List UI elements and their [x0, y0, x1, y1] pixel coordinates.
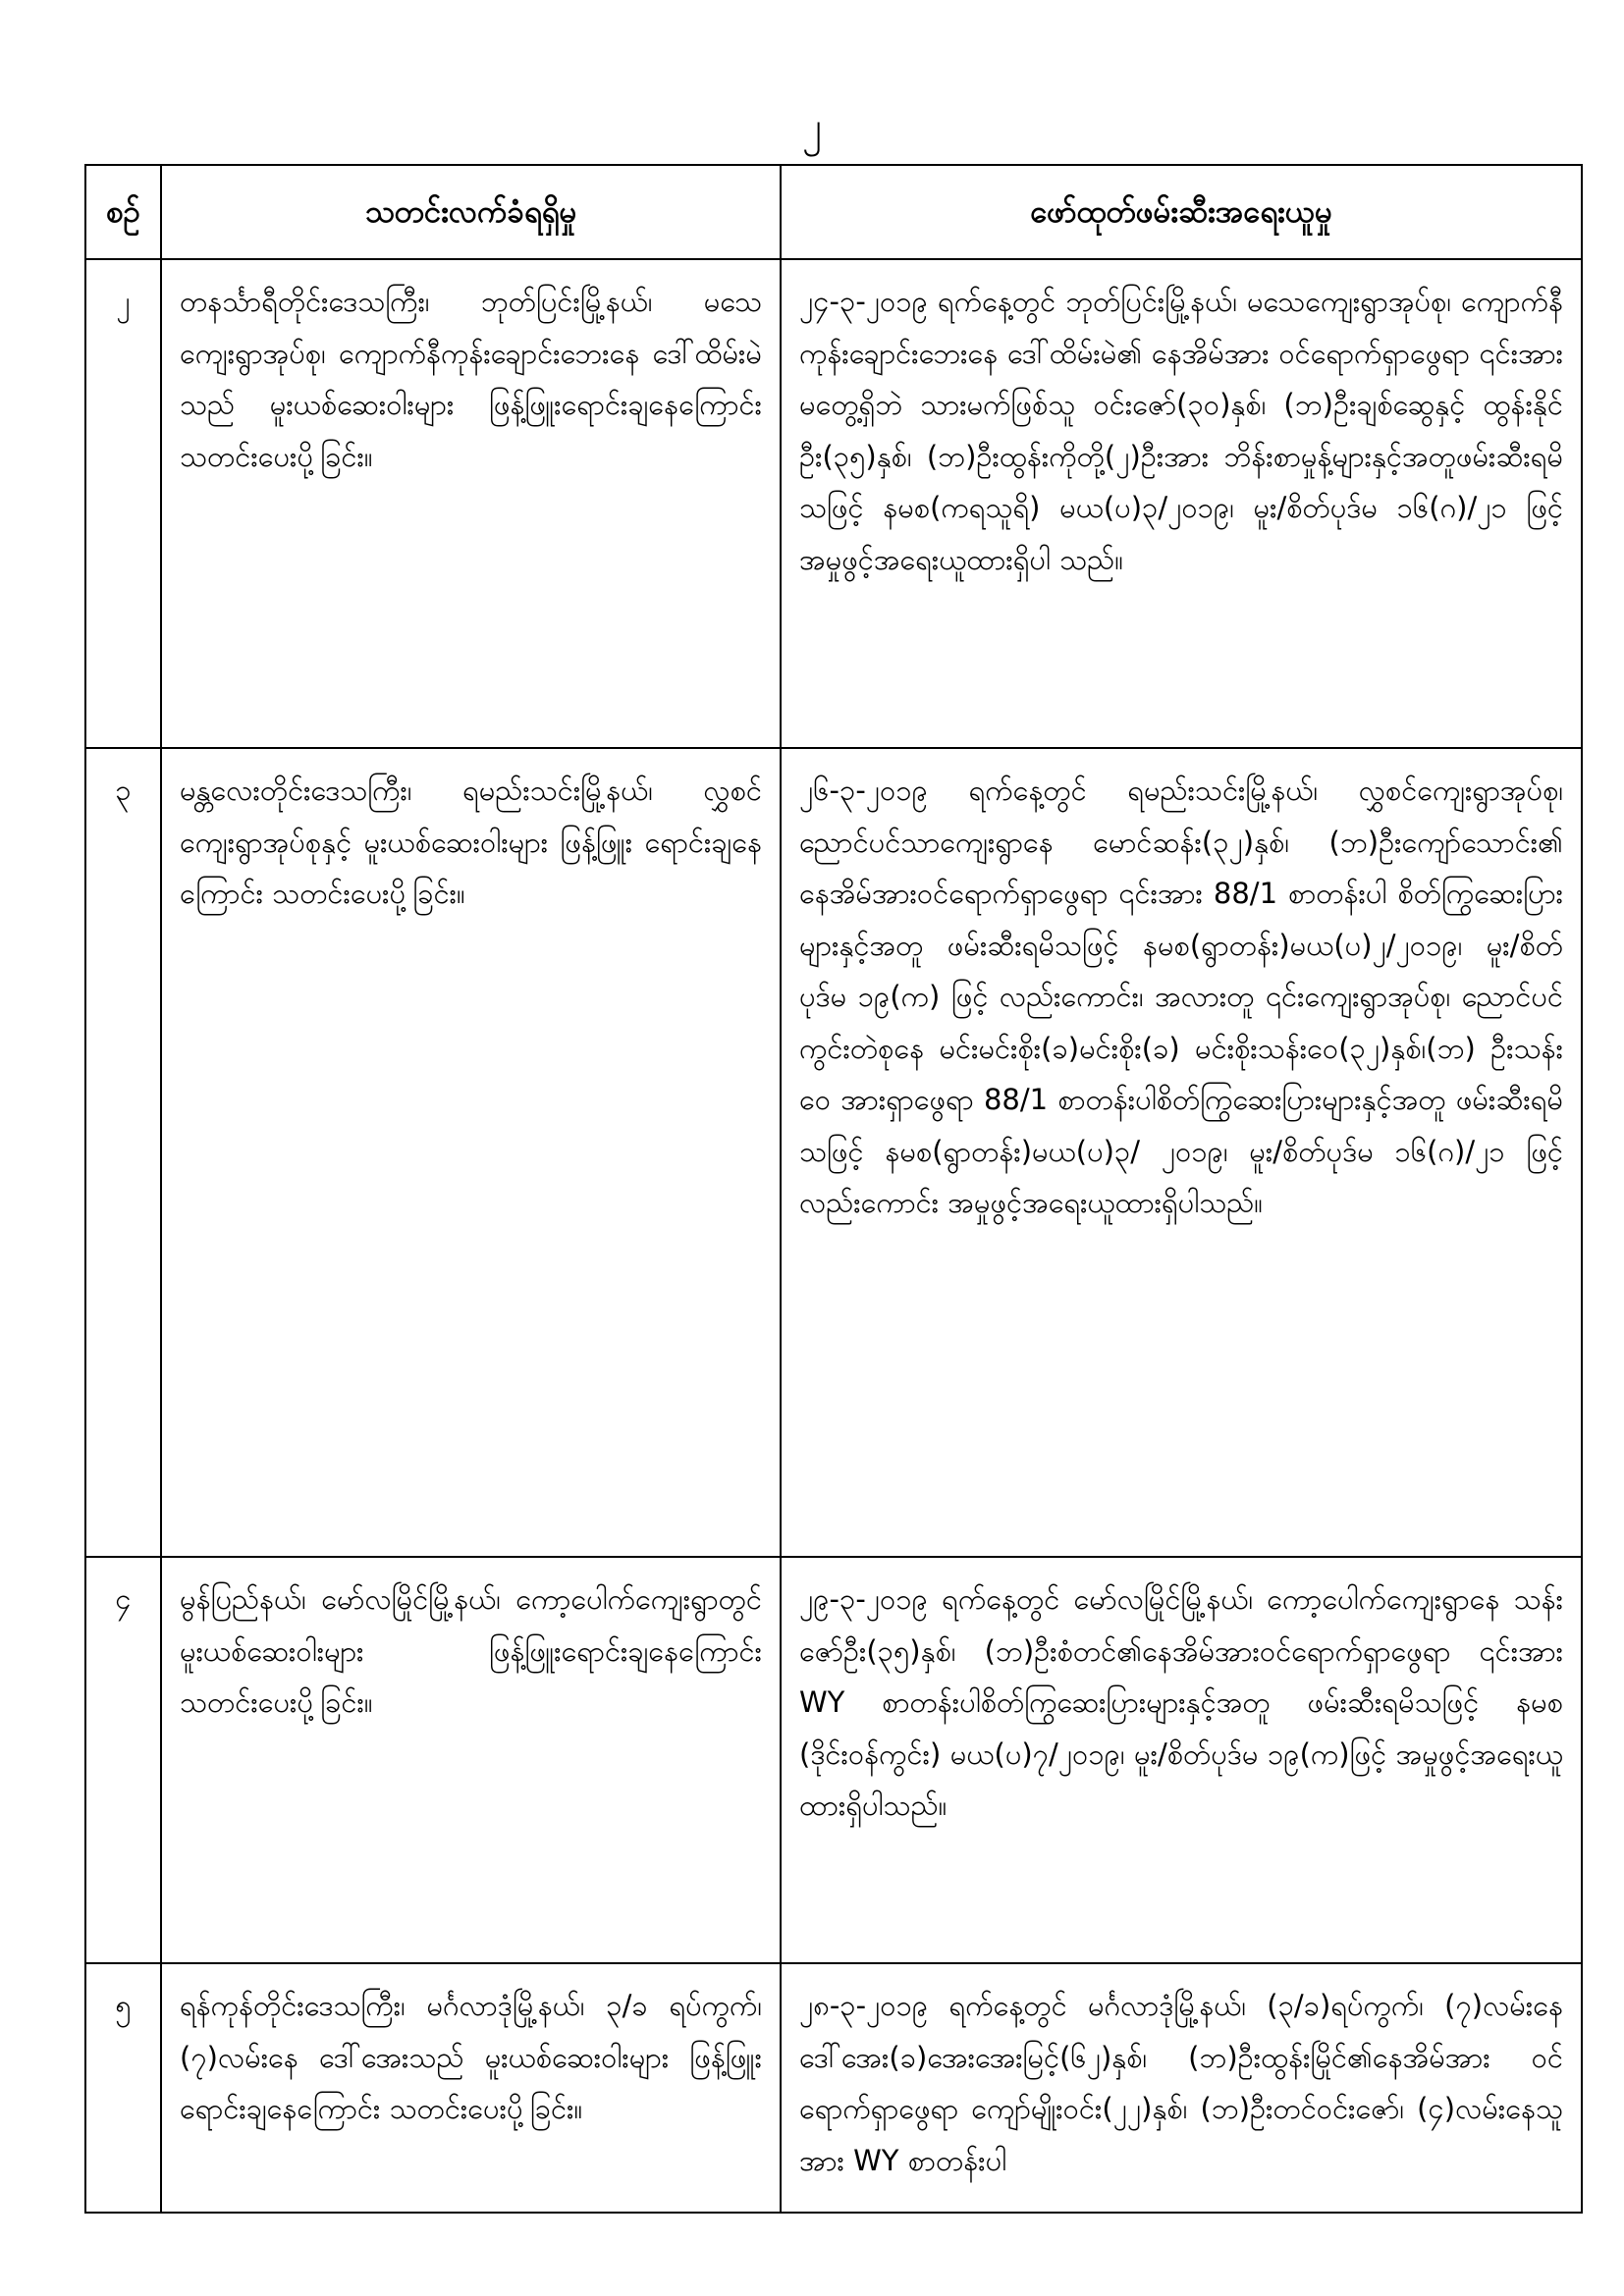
row-seizure-action: ၂၄-၃-၂၀၁၉ ရက်နေ့တွင် ဘုတ်ပြင်းမြို့နယ်၊ မသေကျေးရွာအုပ်စု၊ ကျောက်နီကုန်းချောင်းဘေးနေ ဒေါ်ထိမ်းမဲ၏ နေအိမ်အား ဝင်ရောက်ရှာဖွေရာ ၎င်းအားမတွေ့ရှိဘဲ သားမက်ဖြစ်သူ ဝင်းဇော်(၃၀)နှစ်၊ (ဘ)ဦးချစ်ဆွေနှင့် ထွန်းနိုင်ဦး(၃၅)နှစ်၊ (ဘ)ဦးထွန်းကိုတို့(၂)ဦးအား ဘိန်းစာမှုန့်များနှင့်အတူဖမ်းဆီးရမိသဖြင့် နမစ(ကရသူရိ) မယ(ပ)၃/၂၀၁၉၊ မူး/စိတ်ပုဒ်မ ၁၆(ဂ)/၂၁ ဖြင့် အမှုဖွင့်အရေးယူထားရှိပါ သည်။	[781, 259, 1582, 748]
header-seizure-action: ဖော်ထုတ်ဖမ်းဆီးအရေးယူမှု	[781, 165, 1582, 259]
row-information-received: မန္တလေးတိုင်းဒေသကြီး၊ ရမည်းသင်းမြို့နယ်၊ လွှစင်ကျေးရွာအုပ်စုနှင့် မူးယစ်ဆေးဝါးများ ဖြန့်ဖြူး ရောင်းချနေကြောင်း သတင်းပေးပို့ခြင်း။	[161, 748, 781, 1557]
table-row	[85, 259, 1582, 748]
header-serial-no: စဉ်	[85, 165, 161, 259]
row-information-received: မွန်ပြည်နယ်၊ မော်လမြိုင်မြို့နယ်၊ ကော့ပေါက်ကျေးရွာတွင် မူးယစ်ဆေးဝါးများ ဖြန့်ဖြူးရောင်းချနေကြောင်း သတင်းပေးပို့ခြင်း။	[161, 1557, 781, 1963]
row-serial-no: ၄	[85, 1557, 161, 1963]
row-seizure-action: ၂၉-၃-၂၀၁၉ ရက်နေ့တွင် မော်လမြိုင်မြို့နယ်၊ ကော့ပေါက်ကျေးရွာနေ သန်းဇော်ဦး(၃၅)နှစ်၊ (ဘ)ဦးစံတင်၏နေအိမ်အားဝင်ရောက်ရှာဖွေရာ ၎င်းအား WY စာတန်းပါစိတ်ကြွဆေးပြားများနှင့်အတူ ဖမ်းဆီးရမိသဖြင့် နမစ (ဒိုင်းဝန်ကွင်း) မယ(ပ)၇/၂၀၁၉၊ မူး/စိတ်ပုဒ်မ ၁၉(က)ဖြင့် အမှုဖွင့်အရေးယူထားရှိပါသည်။	[781, 1557, 1582, 1963]
row-information-received: တနင်္သာရီတိုင်းဒေသကြီး၊ ဘုတ်ပြင်းမြို့နယ်၊ မသေကျေးရွာအုပ်စု၊ ကျောက်နီကုန်းချောင်းဘေးနေ ဒေါ်ထိမ်းမဲ သည် မူးယစ်ဆေးဝါးများ ဖြန့်ဖြူးရောင်းချနေကြောင်း သတင်းပေးပို့ခြင်း။	[161, 259, 781, 748]
table-row	[85, 748, 1582, 1557]
header-information-received: သတင်းလက်ခံရရှိမှု	[161, 165, 781, 259]
row-information-received: ရန်ကုန်တိုင်းဒေသကြီး၊ မင်္ဂလာဒုံမြို့နယ်၊ ၃/ခ ရပ်ကွက်၊ (၇)လမ်းနေ ဒေါ်အေးသည် မူးယစ်ဆေးဝါးများ ဖြန့်ဖြူးရောင်းချနေကြောင်း သတင်းပေးပို့ခြင်း။	[161, 1963, 781, 2213]
row-seizure-action: ၂၈-၃-၂၀၁၉ ရက်နေ့တွင် မင်္ဂလာဒုံမြို့နယ်၊ (၃/ခ)ရပ်ကွက်၊ (၇)လမ်းနေ ဒေါ်အေး(ခ)အေးအေးမြင့်(၆၂)နှစ်၊ (ဘ)ဦးထွန်းမြိုင်၏နေအိမ်အား ဝင်ရောက်ရှာဖွေရာ ကျော်မျိုးဝင်း(၂၂)နှစ်၊ (ဘ)ဦးတင်ဝင်းဇော်၊ (၄)လမ်းနေသူအား WY စာတန်းပါ	[781, 1963, 1582, 2213]
drug-seizure-table	[84, 164, 1583, 2214]
row-serial-no: ၅	[85, 1963, 161, 2213]
table-header-row	[85, 165, 1582, 259]
row-serial-no: ၃	[85, 748, 161, 1557]
table-row	[85, 1557, 1582, 1963]
row-serial-no: ၂	[85, 259, 161, 748]
page-number: ၂	[802, 104, 822, 149]
table-row	[85, 1963, 1582, 2213]
row-seizure-action: ၂၆-၃-၂၀၁၉ ရက်နေ့တွင် ရမည်းသင်းမြို့နယ်၊ လွှစင်ကျေးရွာအုပ်စု၊ ညောင်ပင်သာကျေးရွာနေ မောင်ဆန်း(၃၂)နှစ်၊ (ဘ)ဦးကျော်သောင်း၏ နေအိမ်အားဝင်ရောက်ရှာဖွေရာ ၎င်းအား 88/1 စာတန်းပါ စိတ်ကြွဆေးပြားများနှင့်အတူ ဖမ်းဆီးရမိသဖြင့် နမစ(ရွာတန်း)မယ(ပ)၂/၂၀၁၉၊ မူး/စိတ်ပုဒ်မ ၁၉(က) ဖြင့် လည်းကောင်း၊ အလားတူ ၎င်းကျေးရွာအုပ်စု၊ ညောင်ပင်ကွင်းတဲစုနေ မင်းမင်းစိုး(ခ)မင်းစိုး(ခ) မင်းစိုးသန်းဝေ(၃၂)နှစ်၊(ဘ) ဦးသန်းဝေ အားရှာဖွေရာ 88/1 စာတန်းပါစိတ်ကြွဆေးပြားများနှင့်အတူ ဖမ်းဆီးရမိသဖြင့် နမစ(ရွာတန်း)မယ(ပ)၃/ ၂၀၁၉၊ မူး/စိတ်ပုဒ်မ ၁၆(ဂ)/၂၁ ဖြင့်လည်းကောင်း အမှုဖွင့်အရေးယူထားရှိပါသည်။	[781, 748, 1582, 1557]
